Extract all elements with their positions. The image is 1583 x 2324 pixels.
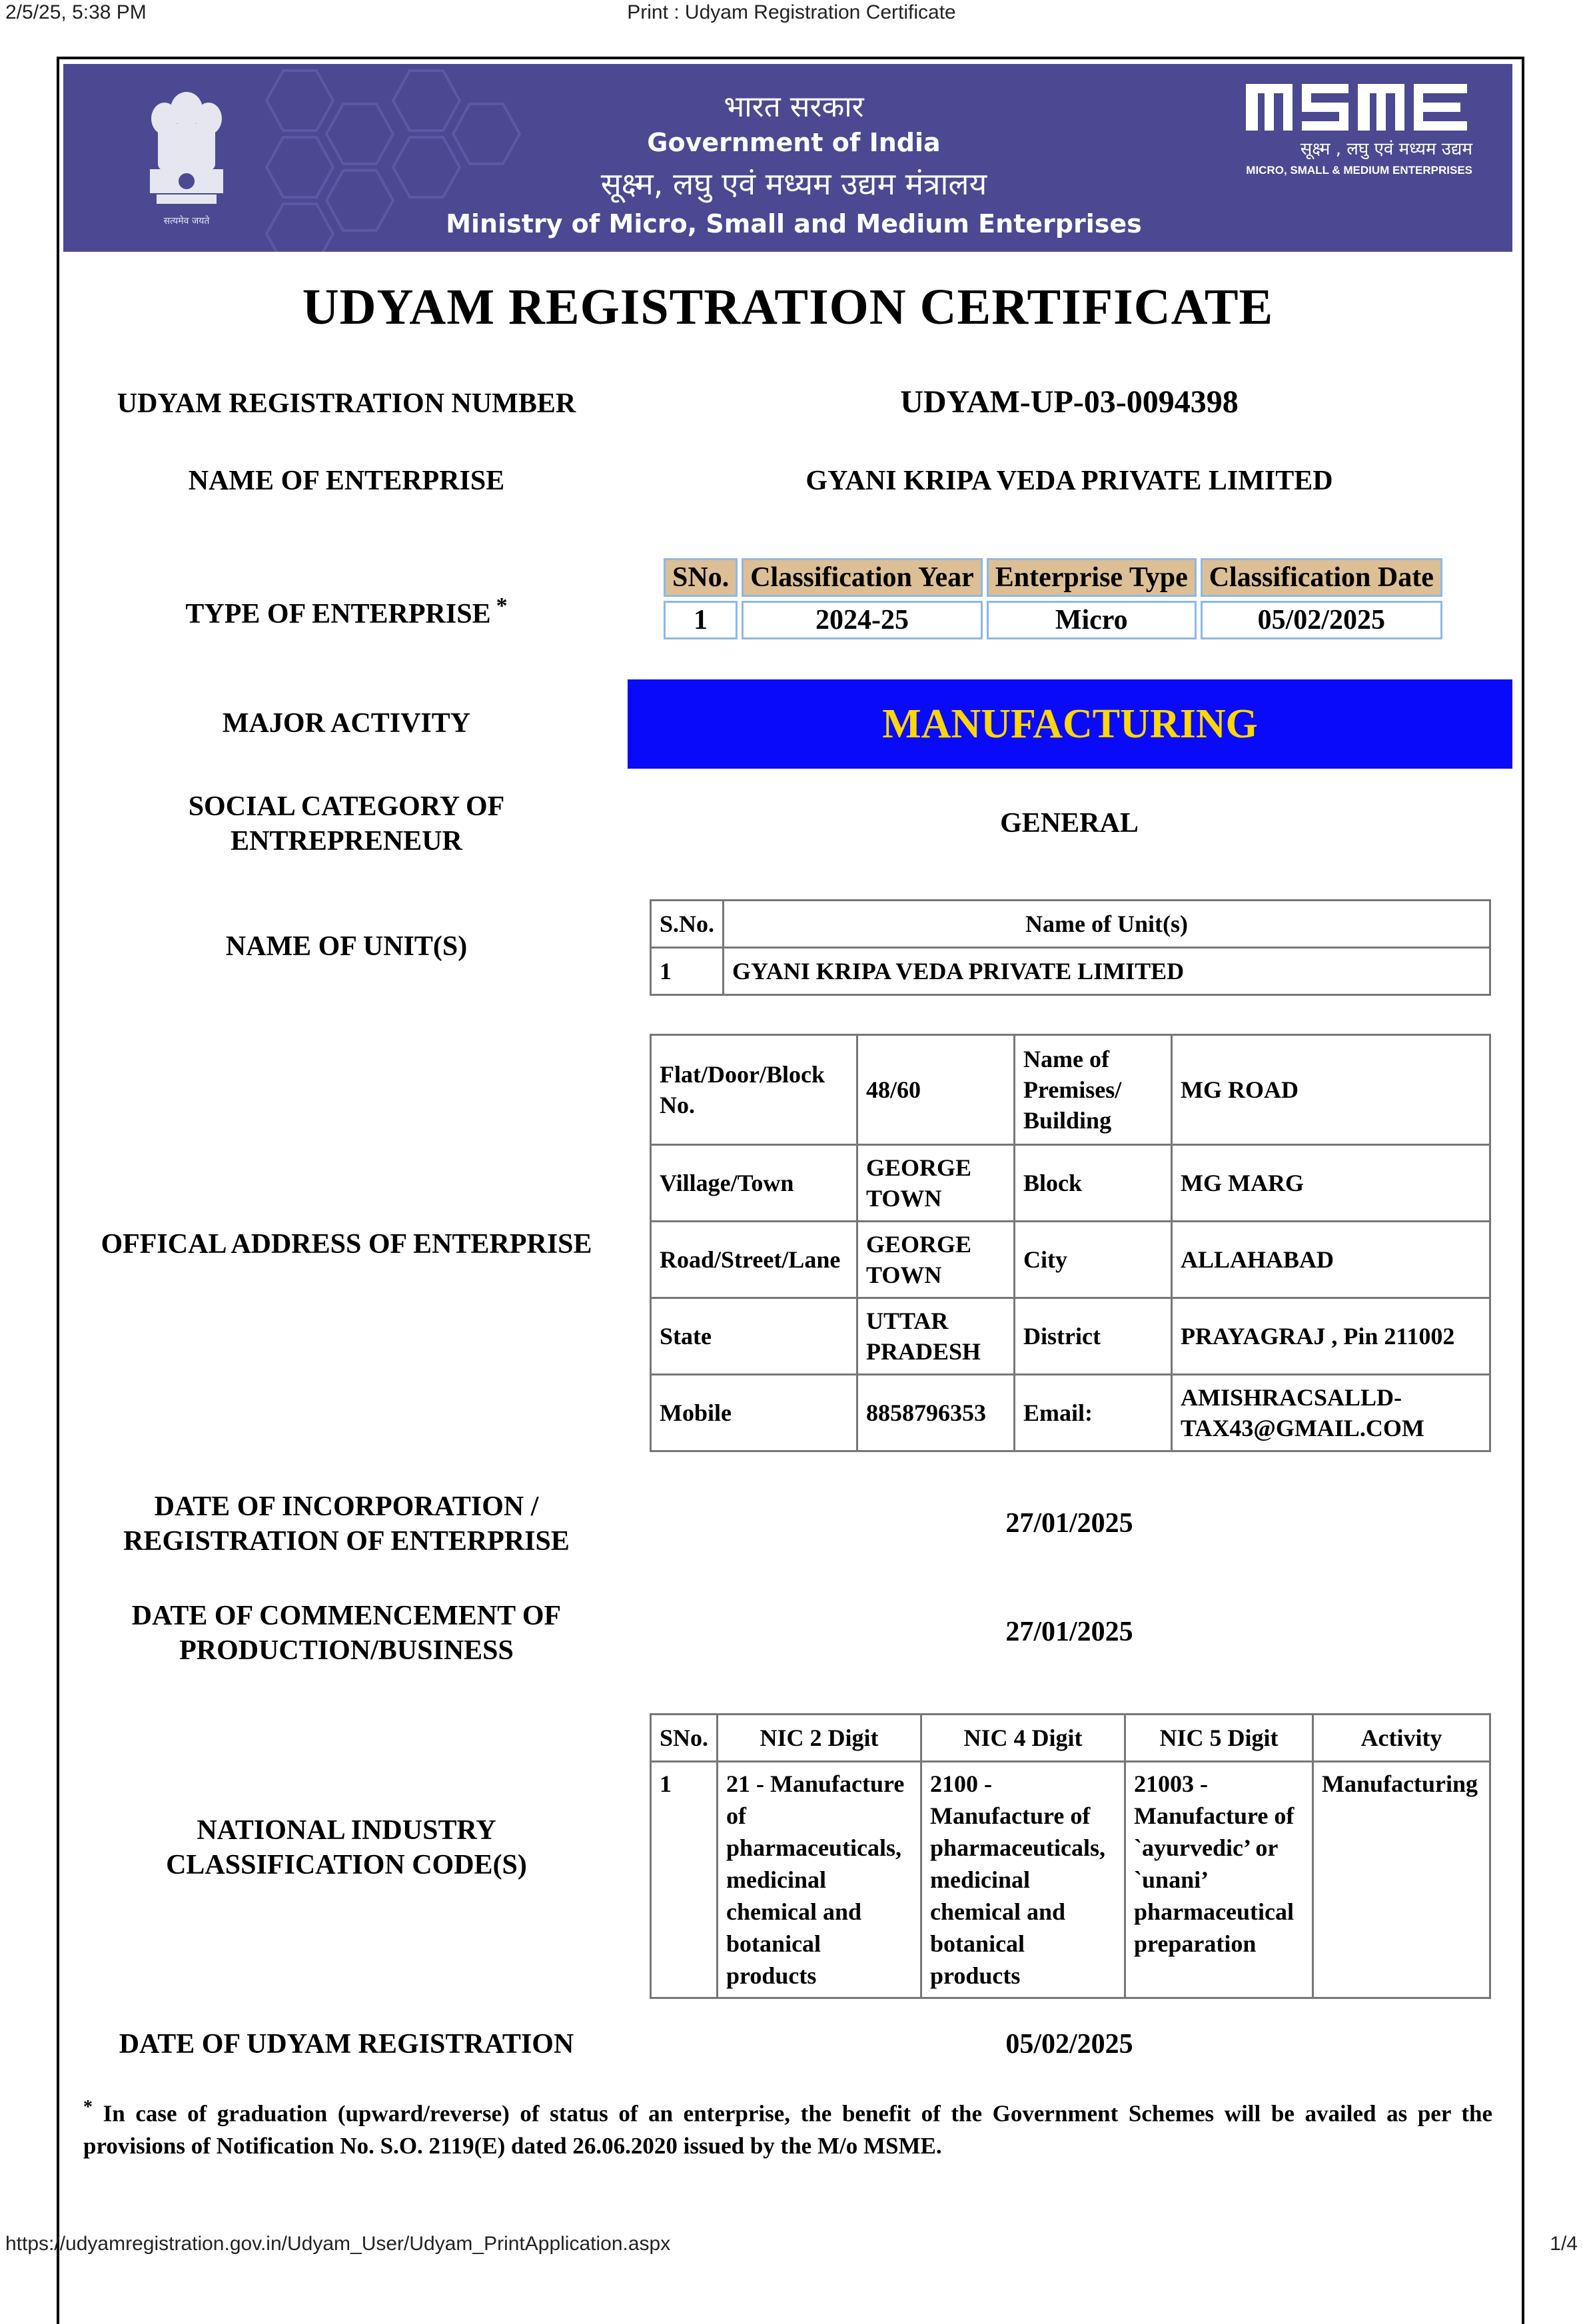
address-table-cell: 48/60: [857, 1035, 1015, 1145]
units-table-cell: GYANI KRIPA VEDA PRIVATE LIMITED: [724, 948, 1490, 995]
social-category: GENERAL: [1000, 808, 1139, 839]
address-table-cell: AMISHRACSALLD-TAX43@GMAIL.COM: [1172, 1375, 1490, 1451]
address-table-cell: UTTAR PRADESH: [857, 1298, 1015, 1375]
incorporation-label: [80, 1489, 613, 1559]
udyam-date: 05/02/2025: [1005, 2029, 1133, 2060]
banner-ministry: Ministry of Micro, Small and Medium Enterprises: [446, 209, 1142, 238]
print-page-title: Print : Udyam Registration Certificate: [627, 1, 956, 23]
units-label: NAME OF UNIT(S): [225, 931, 468, 962]
address-table-row: [651, 1222, 1490, 1298]
nic-table-cell: 21003 - Manufacture of `ayurvedic’ or `unani’ pharmaceutical preparation: [1125, 1762, 1313, 1998]
government-banner: [63, 64, 1512, 252]
certificate-title: UDYAM REGISTRATION CERTIFICATE: [302, 279, 1274, 335]
address-table-cell: PRAYAGRAJ , Pin 211002: [1172, 1298, 1490, 1375]
print-footer: [0, 2231, 1583, 2258]
commencement-date: 27/01/2025: [1005, 1617, 1133, 1647]
nic-table-cell: 2100 - Manufacture of pharmaceuticals, medicinal chemical and botanical products: [921, 1762, 1125, 1998]
print-url: https://udyamregistration.gov.in/Udyam_User/Udyam_PrintApplication.aspx: [5, 2233, 671, 2255]
type-table-header: Classification Year: [742, 558, 983, 597]
nic-table-cell: Manufacturing: [1313, 1762, 1490, 1998]
address-table-cell: City: [1015, 1222, 1172, 1298]
msme-hindi: सूक्ष्म , लघु एवं मध्यम उद्यम: [1300, 139, 1472, 159]
type-table-header: SNo.: [664, 558, 738, 597]
type-table-header-row: [664, 558, 1442, 597]
footnote-star: *: [83, 2097, 93, 2118]
major-activity-banner: MANUFACTURING: [628, 679, 1512, 769]
address-label: OFFICAL ADDRESS OF ENTERPRISE: [101, 1229, 592, 1260]
incorporation-label-line2: REGISTRATION OF ENTERPRISE: [123, 1526, 570, 1557]
nic-table-header: NIC 2 Digit: [718, 1715, 921, 1762]
type-label-text: TYPE OF ENTERPRISE: [185, 599, 491, 629]
nic-table: [650, 1713, 1491, 1999]
address-table-cell: Block: [1015, 1145, 1172, 1222]
address-table-cell: MG MARG: [1172, 1145, 1490, 1222]
nic-table-header: SNo.: [651, 1715, 718, 1762]
social-category-label: [80, 789, 613, 859]
units-table-row: [651, 948, 1490, 995]
units-table-header-row: [651, 901, 1490, 948]
msme-english: MICRO, SMALL & MEDIUM ENTERPRISES: [1246, 164, 1472, 177]
reg-number: UDYAM-UP-03-0094398: [900, 384, 1239, 420]
reg-number-label: UDYAM REGISTRATION NUMBER: [117, 388, 576, 419]
units-table-cell: 1: [651, 948, 724, 995]
address-table-cell: Flat/Door/Block No.: [651, 1035, 857, 1145]
print-datetime: 2/5/25, 5:38 PM: [5, 1, 147, 23]
type-label: [80, 589, 613, 631]
footnote: [83, 2092, 1492, 2162]
enterprise-name: GYANI KRIPA VEDA PRIVATE LIMITED: [805, 466, 1333, 496]
type-table-cell: 1: [664, 601, 738, 639]
address-table-cell: Name of Premises/ Building: [1015, 1035, 1172, 1145]
address-table-cell: Road/Street/Lane: [651, 1222, 857, 1298]
nic-table-cell: 21 - Manufacture of pharmaceuticals, medicinal chemical and botanical products: [718, 1762, 921, 1998]
units-table: [650, 899, 1491, 996]
banner-hindi-ministry: सूक्ष्म, लघु एवं मध्यम उद्यम मंत्रालय: [600, 166, 987, 202]
banner-govt: Government of India: [647, 128, 941, 157]
nic-label: [80, 1813, 613, 1882]
address-table-cell: Email:: [1015, 1375, 1172, 1451]
address-table-row: [651, 1035, 1490, 1145]
address-table: [650, 1034, 1491, 1452]
nic-table-cell: 1: [651, 1762, 718, 1998]
social-category-label-line2: ENTREPRENEUR: [231, 826, 462, 857]
address-table-row: [651, 1145, 1490, 1222]
commencement-label-line1: DATE OF COMMENCEMENT OF: [131, 1601, 562, 1631]
address-table-cell: State: [651, 1298, 857, 1375]
type-table-header: Enterprise Type: [987, 558, 1197, 597]
nic-table-header: NIC 4 Digit: [921, 1715, 1125, 1762]
type-table-header: Classification Date: [1201, 558, 1442, 597]
address-table-cell: 8858796353: [857, 1375, 1015, 1451]
nic-label-line1: NATIONAL INDUSTRY: [197, 1815, 496, 1846]
banner-hindi-govt: भारत सरकार: [724, 90, 864, 124]
print-page-number: 1/4: [1550, 2233, 1578, 2255]
incorporation-label-line1: DATE OF INCORPORATION /: [154, 1491, 539, 1522]
incorporation-date: 27/01/2025: [1005, 1508, 1133, 1539]
major-activity-label: MAJOR ACTIVITY: [222, 708, 471, 739]
enterprise-name-label: NAME OF ENTERPRISE: [188, 466, 505, 496]
msme-logo: [1246, 79, 1472, 145]
nic-table-header: NIC 5 Digit: [1125, 1715, 1313, 1762]
footnote-text: In case of graduation (upward/reverse) of status of an enterprise, the benefit of the Government Schemes will be availed as per the provisions of Notification No. S.O. 2119(E) dated 26.06.2020 issued by the M/o MSME.: [83, 2100, 1492, 2159]
type-star: *: [496, 593, 508, 618]
print-header: [0, 0, 1583, 27]
units-table-header: S.No.: [651, 901, 724, 948]
udyam-date-label: DATE OF UDYAM REGISTRATION: [119, 2029, 574, 2060]
address-table-cell: District: [1015, 1298, 1172, 1375]
address-table-cell: Village/Town: [651, 1145, 857, 1222]
type-table-row: [664, 601, 1442, 639]
address-table-row: [651, 1375, 1490, 1451]
commencement-label: [80, 1599, 613, 1668]
enterprise-type-table: [660, 554, 1446, 643]
type-table-cell: 05/02/2025: [1201, 601, 1442, 639]
address-table-cell: ALLAHABAD: [1172, 1222, 1490, 1298]
nic-table-header: Activity: [1313, 1715, 1490, 1762]
type-table-cell: Micro: [987, 601, 1197, 639]
address-table-cell: GEORGE TOWN: [857, 1145, 1015, 1222]
address-table-cell: Mobile: [651, 1375, 857, 1451]
type-table-cell: 2024-25: [742, 601, 983, 639]
address-table-cell: MG ROAD: [1172, 1035, 1490, 1145]
address-table-cell: GEORGE TOWN: [857, 1222, 1015, 1298]
commencement-label-line2: PRODUCTION/BUSINESS: [179, 1635, 514, 1666]
social-category-label-line1: SOCIAL CATEGORY OF: [188, 791, 505, 822]
address-table-row: [651, 1298, 1490, 1375]
nic-label-line2: CLASSIFICATION CODE(S): [166, 1850, 527, 1880]
nic-table-header-row: [651, 1715, 1490, 1762]
emblem-motto: सत्यमेव जयते: [163, 216, 210, 226]
units-table-header: Name of Unit(s): [724, 901, 1490, 948]
nic-table-row: [651, 1762, 1490, 1998]
